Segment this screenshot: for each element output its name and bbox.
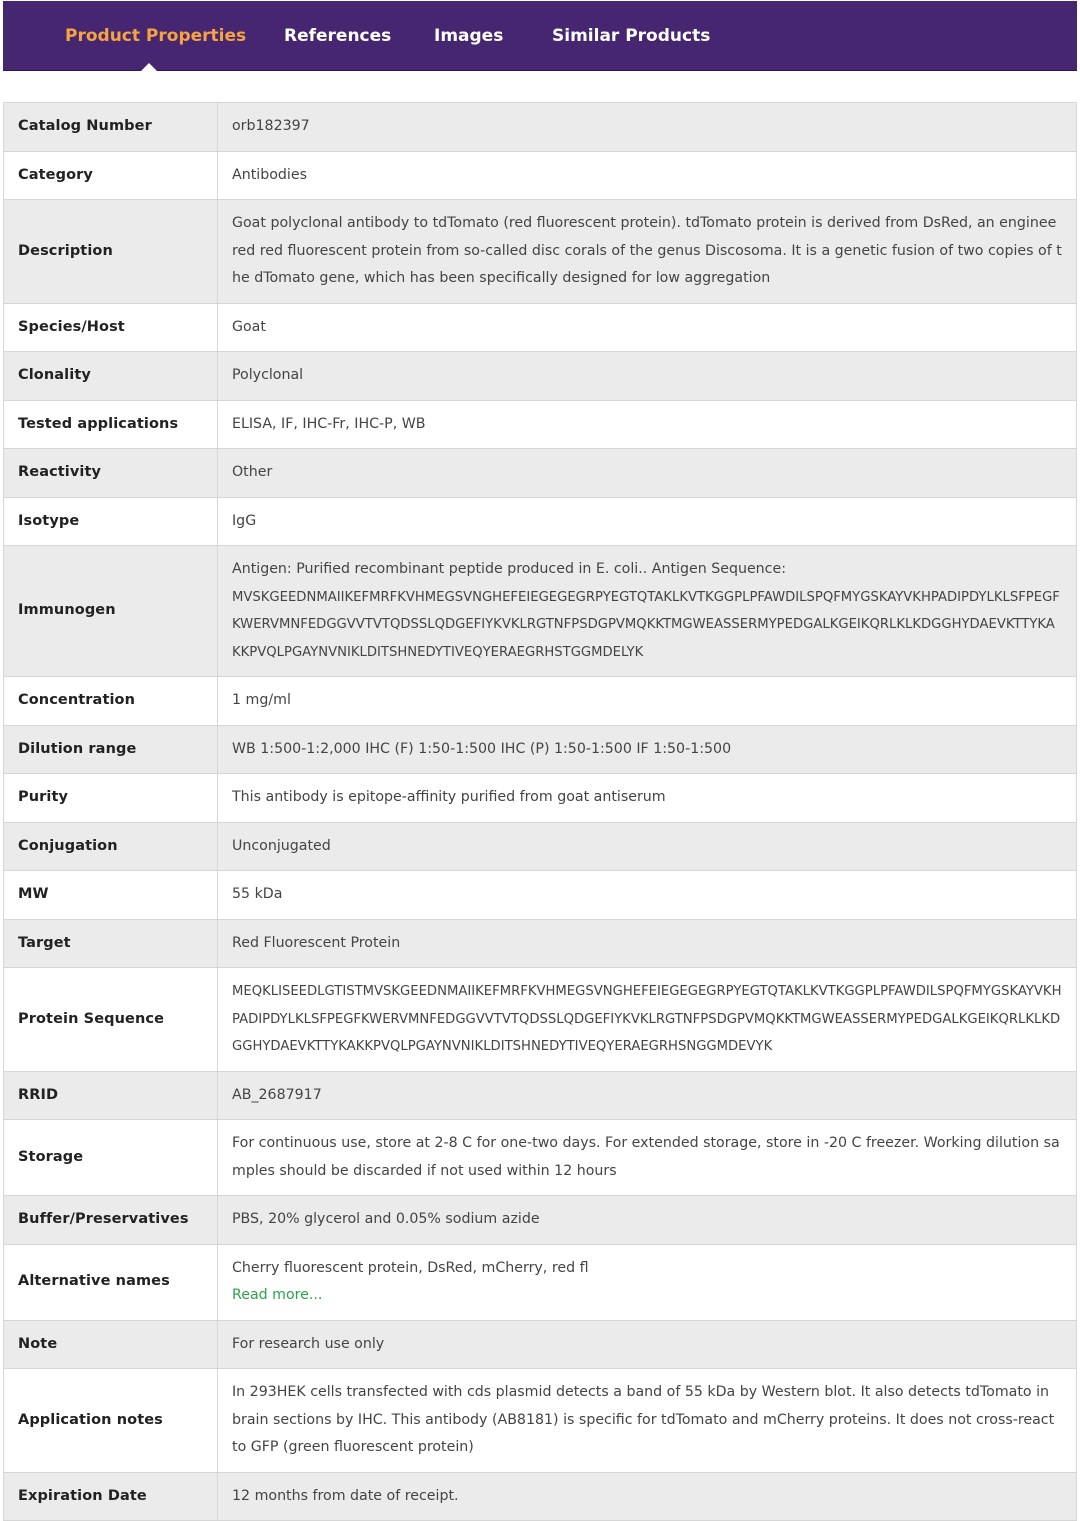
property-label: Dilution range bbox=[4, 725, 218, 774]
property-value: Unconjugated bbox=[232, 837, 331, 854]
property-value: Antigen: Purified recombinant peptide produced in E. coli.. Antigen Sequence: bbox=[232, 561, 786, 577]
property-label: Purity bbox=[4, 774, 218, 823]
property-value-cell bbox=[218, 1196, 1077, 1245]
property-label: Description bbox=[4, 200, 218, 304]
property-label: Protein Sequence bbox=[4, 968, 218, 1072]
property-label: Application notes bbox=[4, 1369, 218, 1473]
property-value: For continuous use, store at 2-8 C for one-two days. For extended storage, store in -20 C freezer. Working dilution samples should be discarded if not used within 12 hours bbox=[232, 1135, 1060, 1179]
property-row bbox=[4, 1244, 1077, 1320]
property-row bbox=[4, 822, 1077, 871]
property-value-cell bbox=[218, 352, 1077, 401]
property-label: Concentration bbox=[4, 677, 218, 726]
property-value: In 293HEK cells transfected with cds plasmid detects a band of 55 kDa by Western blot. It also detects tdTomato in brain sections by IHC. This antibody (AB8181) is specific for tdTomato and mCherry proteins. It does not cross-react to GFP (green fluorescent protein) bbox=[232, 1384, 1055, 1455]
property-value-cell bbox=[218, 677, 1077, 726]
property-value-cell bbox=[218, 919, 1077, 968]
property-value-cell bbox=[218, 546, 1077, 677]
property-label: MW bbox=[4, 871, 218, 920]
property-value: Red Fluorescent Protein bbox=[232, 934, 401, 951]
property-label: Conjugation bbox=[4, 822, 218, 871]
property-row bbox=[4, 1472, 1077, 1521]
property-row bbox=[4, 1120, 1077, 1196]
property-value-cell bbox=[218, 725, 1077, 774]
property-value-cell bbox=[218, 968, 1077, 1072]
property-value: Goat bbox=[232, 318, 266, 335]
property-label: Tested applications bbox=[4, 400, 218, 449]
property-row bbox=[4, 1369, 1077, 1473]
property-label: Clonality bbox=[4, 352, 218, 401]
property-value: ELISA, IF, IHC-Fr, IHC-P, WB bbox=[232, 415, 426, 432]
property-row bbox=[4, 1071, 1077, 1120]
tab-product-properties[interactable]: Product Properties bbox=[65, 26, 247, 46]
property-label: Expiration Date bbox=[4, 1472, 218, 1521]
property-value: 12 months from date of receipt. bbox=[232, 1487, 459, 1504]
property-value: Antibodies bbox=[232, 166, 307, 183]
property-label: Target bbox=[4, 919, 218, 968]
property-row bbox=[4, 774, 1077, 823]
property-value: AB_2687917 bbox=[232, 1086, 322, 1103]
property-row bbox=[4, 497, 1077, 546]
property-label: Immunogen bbox=[4, 546, 218, 677]
property-label: RRID bbox=[4, 1071, 218, 1120]
property-value: WB 1:500-1:2,000 IHC (F) 1:50-1:500 IHC (P) 1:50-1:500 IF 1:50-1:500 bbox=[232, 740, 732, 757]
property-value: IgG bbox=[232, 512, 257, 529]
property-value: Other bbox=[232, 464, 273, 480]
property-value-cell bbox=[218, 1244, 1077, 1320]
property-label: Reactivity bbox=[4, 449, 218, 498]
property-value: Cherry fluorescent protein, DsRed, mCherry, red fl bbox=[232, 1259, 589, 1276]
property-row bbox=[4, 303, 1077, 352]
property-value-cell bbox=[218, 1120, 1077, 1196]
property-value: For research use only bbox=[232, 1335, 385, 1352]
property-value: This antibody is epitope-affinity purified from goat antiserum bbox=[232, 789, 666, 805]
property-row bbox=[4, 677, 1077, 726]
property-row bbox=[4, 546, 1077, 677]
active-tab-caret-icon bbox=[140, 63, 158, 72]
property-value-cell bbox=[218, 449, 1077, 498]
tab-references[interactable]: References bbox=[284, 26, 392, 46]
property-row bbox=[4, 200, 1077, 304]
property-label: Isotype bbox=[4, 497, 218, 546]
property-row bbox=[4, 400, 1077, 449]
property-value-cell bbox=[218, 200, 1077, 304]
property-value-cell bbox=[218, 1472, 1077, 1521]
property-label: Category bbox=[4, 151, 218, 200]
property-label: Buffer/Preservatives bbox=[4, 1196, 218, 1245]
property-value: Polyclonal bbox=[232, 367, 304, 383]
property-value-cell bbox=[218, 822, 1077, 871]
read-more-link[interactable]: Read more... bbox=[232, 1287, 323, 1303]
property-value: 1 mg/ml bbox=[232, 692, 291, 708]
property-row bbox=[4, 103, 1077, 152]
property-value-cell bbox=[218, 871, 1077, 920]
property-value-cell bbox=[218, 1071, 1077, 1120]
property-row bbox=[4, 1196, 1077, 1245]
property-value-cell bbox=[218, 303, 1077, 352]
property-row bbox=[4, 968, 1077, 1072]
property-row bbox=[4, 352, 1077, 401]
property-label: Alternative names bbox=[4, 1244, 218, 1320]
property-sequence: MVSKGEEDNMAIIKEFMRFKVHMEGSVNGHEFEIEGEGEGRPYEGTQTAKLKVTKGGPLPFAWDILSPQFMYGSKAYVKHPADIPDYLKLSFPEGFKWERVMNFEDGGVVTVTQDSSLQDGEFIYKVKLRGTNFPSDGPVMQKKTMGWEASSERMYPEDGALKGEIKQRLKLKDGGHYDAEVKTTYKAKKPVQLPGAYNVNIKLDITSHNEDYTIVEQYERAEGRHSTGGMDELYK bbox=[232, 589, 1060, 660]
property-value-cell bbox=[218, 1320, 1077, 1369]
property-value-cell bbox=[218, 400, 1077, 449]
property-value: orb182397 bbox=[232, 118, 310, 134]
tab-images[interactable]: Images bbox=[434, 26, 504, 46]
property-value: 55 kDa bbox=[232, 886, 283, 902]
tab-bar bbox=[3, 1, 1077, 71]
property-sequence: MEQKLISEEDLGTISTMVSKGEEDNMAIIKEFMRFKVHMEGSVNGHEFEIEGEGEGRPYEGTQTAKLKVTKGGPLPFAWDILSPQFMYGSKAYVKHPADIPDYLKLSFPEGFKWERVMNFEDGGVVTVTQDSSLQDGEFIYKVKLRGTNFPSDGPVMQKKTMGWEASSERMYPEDGALKGEIKQRLKLKDGGHYDAEVKTTYKAKKPVQLPGAYNVNIKLDITSHNEDYTIVEQYERAEGRHSNGGMDEVYK bbox=[232, 984, 1062, 1054]
tab-similar-products[interactable]: Similar Products bbox=[552, 26, 711, 46]
property-value: PBS, 20% glycerol and 0.05% sodium azide bbox=[232, 1211, 540, 1227]
property-row bbox=[4, 449, 1077, 498]
property-label: Species/Host bbox=[4, 303, 218, 352]
property-row bbox=[4, 725, 1077, 774]
property-value-cell bbox=[218, 774, 1077, 823]
property-row bbox=[4, 871, 1077, 920]
property-value-cell bbox=[218, 151, 1077, 200]
property-row bbox=[4, 1320, 1077, 1369]
property-label: Note bbox=[4, 1320, 218, 1369]
property-value-cell bbox=[218, 103, 1077, 152]
property-label: Storage bbox=[4, 1120, 218, 1196]
property-value-cell bbox=[218, 1369, 1077, 1473]
property-row bbox=[4, 151, 1077, 200]
property-value: Goat polyclonal antibody to tdTomato (red fluorescent protein). tdTomato protein is derived from DsRed, an engineered red fluorescent protein from so-called disc corals of the genus Discosoma. It is a genetic fusion of two copies of the dTomato gene, which has been specifically designed for low aggregation bbox=[232, 215, 1062, 286]
property-row bbox=[4, 919, 1077, 968]
property-label: Catalog Number bbox=[4, 103, 218, 152]
property-value-cell bbox=[218, 497, 1077, 546]
product-properties-table bbox=[3, 102, 1077, 1521]
